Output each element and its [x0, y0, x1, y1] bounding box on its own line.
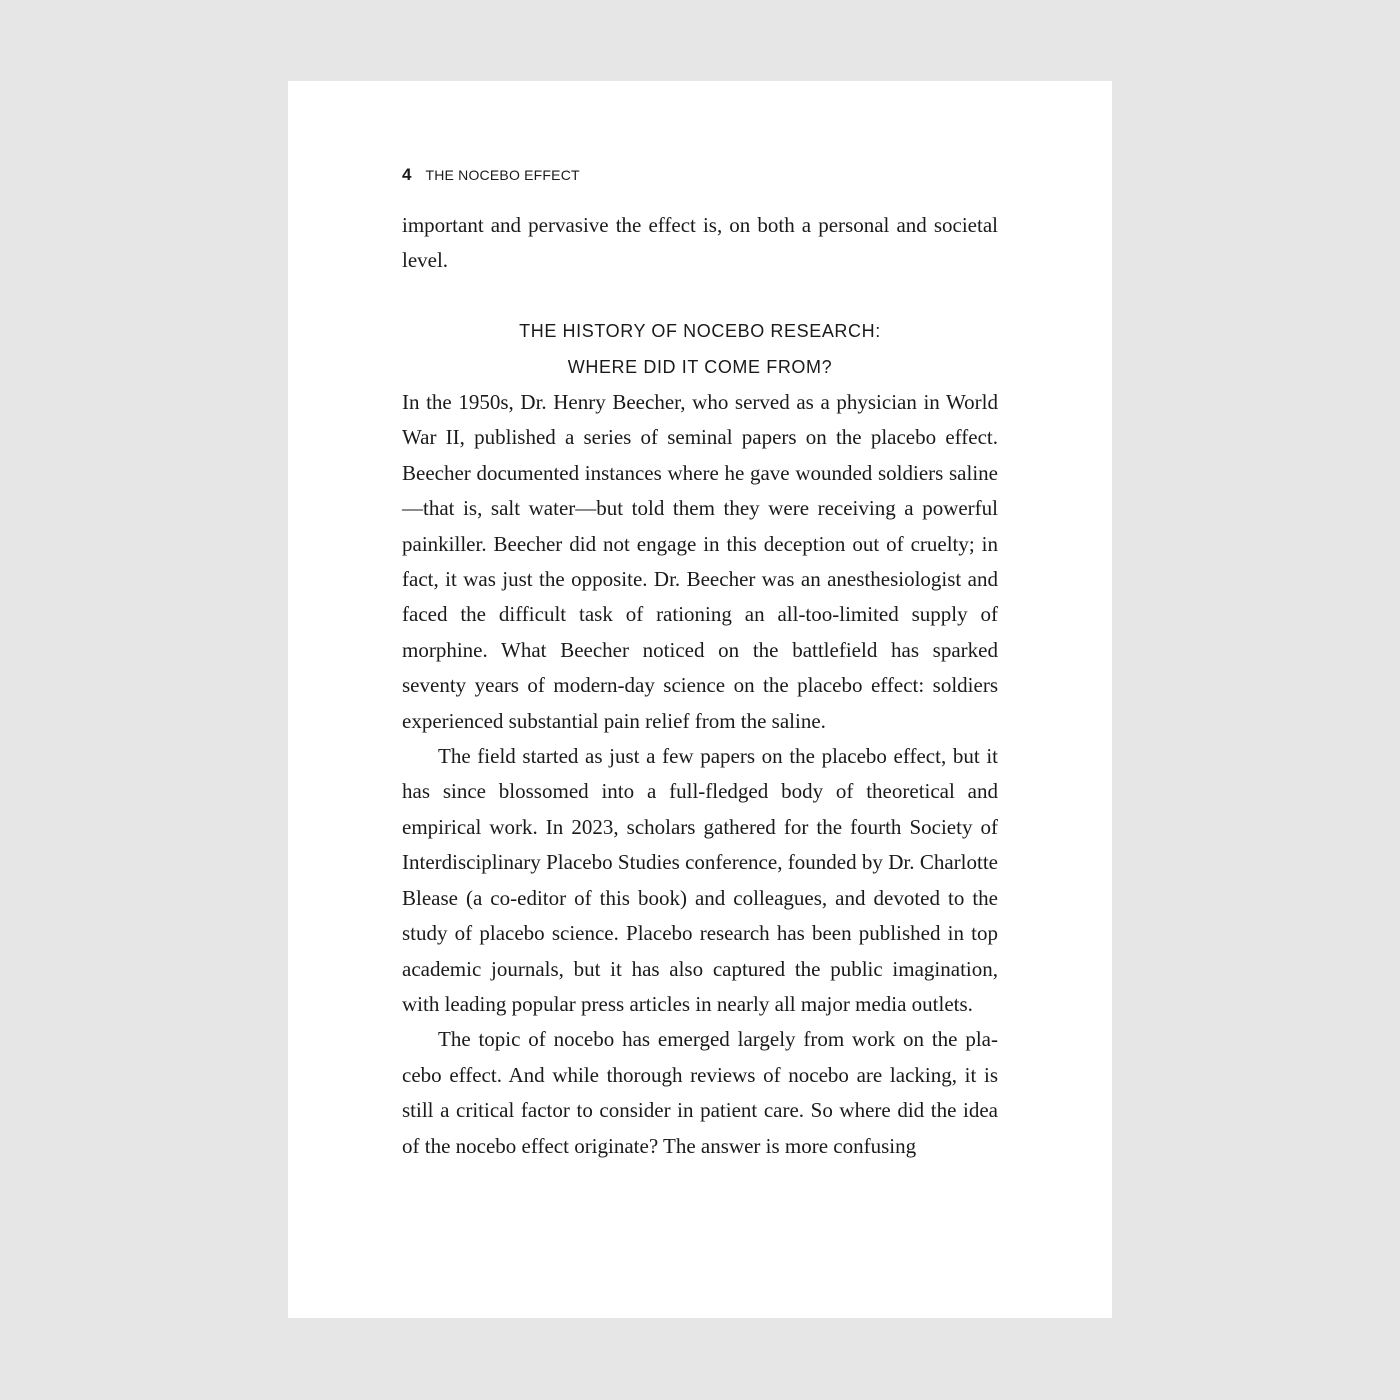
page-number: 4 — [402, 165, 412, 184]
section-heading-line-1: THE HISTORY OF NOCEBO RESEARCH: — [519, 321, 881, 342]
paragraph: The field started as just a few papers on the placebo effect, but it has since blossomed into a full-fledged body of theoretical and empirical work. In 2023, scholars gathered for the fourth Society of Interdisciplinary Placebo Studies conference, founded by Dr. Charlotte Blease (a co-editor of this book) and colleagues, and devoted to the study of placebo science. Placebo research has been published in top academic journals, but it has also captured the public imagination, with leading popular press articles in nearly all major media outlets. — [402, 744, 998, 1016]
section-heading-line-2: WHERE DID IT COME FROM? — [567, 356, 833, 377]
paragraph: In the 1950s, Dr. Henry Beecher, who served as a physician in World War II, published a series of seminal papers on the placebo effect. Beecher documented instances where he gave wounded soldiers saline—that is, salt water—but told them they were receiving a powerful painkiller. Beecher did not engage in this deception out of cruelty; in fact, it was just the opposite. Dr. Beecher was an anesthesiologist and faced the difficult task of rationing an all-too-limited supply of morphine. What Beecher noticed on the battlefield has sparked seventy years of modern-day science on the placebo effect: soldiers experienced substantial pain relief from the saline. — [402, 390, 998, 733]
body-text — [402, 208, 998, 1164]
section-heading — [402, 314, 998, 385]
running-title: THE NOCEBO EFFECT — [425, 167, 580, 183]
running-head — [402, 165, 580, 185]
book-page — [288, 81, 1112, 1318]
paragraph: The topic of nocebo has emerged largely from work on the placebo effect. And while thorough reviews of nocebo are lacking, it is still a critical factor to consider in patient care. So where did the idea of the nocebo effect originate? The answer is more confusing — [402, 1027, 998, 1158]
continuation-paragraph: important and pervasive the effect is, on both a personal and societal level. — [402, 213, 998, 273]
